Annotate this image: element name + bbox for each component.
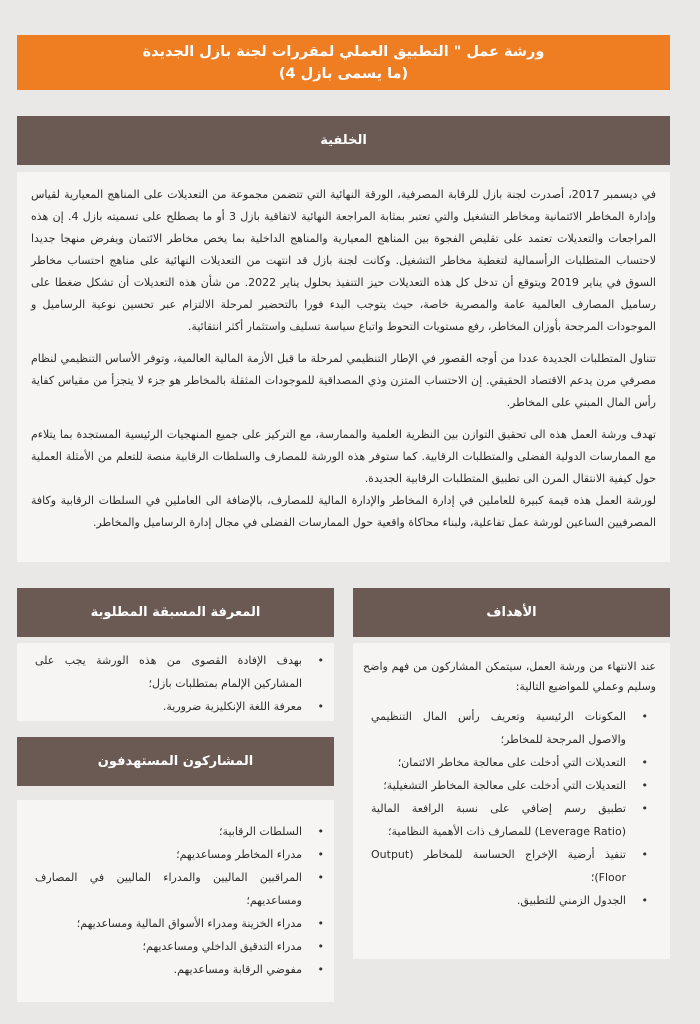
objectives-panel <box>353 643 670 959</box>
prerequisites-panel <box>17 643 334 721</box>
background-paragraph-3: تهدف ورشة العمل هذه الى تحقيق التوازن بين النظرية العلمية والممارسة، مع التركيز على جميع المنهجيات الرئيسية المستجدة بما يتلاءم مع الممارسات الدولية الفضلى والمتطلبات الرقابية. كما ستوفر هذه الورشة للمصارف والسلطات الرقابية منصة للتعلم من الأمثلة العملية حول كيفية الانتقال المرن الى تطبيق المتطلبات الرقابية الجديدة. <box>31 428 656 485</box>
background-paragraph-1: في ديسمبر 2017، أصدرت لجنة بازل للرقابة المصرفية، الورقة النهائية التي تتضمن مجموعة من التعديلات على المناهج المعيارية لقياس وإدارة المخاطر الائتمانية ومخاطر التشغيل والتي تعتبر بمثابة المراجعة النهائية لاتفاقية بازل 3 أو ما يصطلح على تسميته بازل 4. إن هذه المراجعات والتعديلات تعتمد على تقليص الفجوة بين المناهج المعيارية والمناهج الداخلية بما يخص مخاطر الائتمان ويفرض منهجا جديدا لاحتساب المتطلبات الرأسمالية لتغطية مخاطر التشغيل. وكانت لجنة بازل قد انتهت من التعديلات النهائية على مناهج احتساب مخاطر السوق في يناير 2019 ويتوقع أن تدخل كل هذه التعديلات حيز التنفيذ بحلول يناير 2022. من شأن هذه التعديلات أن تشكل ضغطا على رساميل المصارف العالمية عامة والمصرية خاصة، حيث يتوجب البدء فورا بالتحضير لمرحلة الالتزام عبر تحسين نوعية الرساميل و الموجودات المرجحة بأوزان المخاطر، رفع مستويات التحوط واتباع سياسة تسليف واستثمار أكثر انتقائية. <box>31 188 656 333</box>
prerequisites-list <box>27 649 328 718</box>
prerequisites-heading-bar <box>17 588 334 637</box>
objectives-heading: الأهداف <box>486 605 537 620</box>
prerequisites-heading: المعرفة المسبقة المطلوبة <box>90 605 261 620</box>
objective-item: • تنفيذ أرضية الإخراج الحساسة للمخاطر (Output Floor)؛ <box>371 843 626 889</box>
participants-heading: المشاركون المستهدفون <box>97 754 254 769</box>
workshop-title-line2: (ما يسمى بازل 4) <box>278 66 409 82</box>
prerequisite-item: • معرفة اللغة الإنكليزية ضرورية. <box>35 695 302 718</box>
objectives-intro: عند الانتهاء من ورشة العمل، سيتمكن المشاركون من فهم واضح وسليم وعملي للمواضيع التالية: <box>363 660 656 693</box>
participants-list <box>27 820 328 981</box>
objective-item: • التعديلات التي أدخلت على معالجة مخاطر الائتمان؛ <box>371 751 626 774</box>
participants-panel <box>17 800 334 1002</box>
participant-item: • مدراء التدقيق الداخلي ومساعديهم؛ <box>35 935 302 958</box>
objective-item: • التعديلات التي أدخلت على معالجة المخاطر التشغيلية؛ <box>371 774 626 797</box>
objective-item: • تطبيق رسم إضافي على نسبة الرافعة المالية (Leverage Ratio) للمصارف ذات الأهمية النظامية؛ <box>371 797 626 843</box>
objective-item: • المكونات الرئيسية وتعريف رأس المال التنظيمي والاصول المرجحة للمخاطر؛ <box>371 705 626 751</box>
background-paragraph-2: تتناول المتطلبات الجديدة عددا من أوجه القصور في الإطار التنظيمي لمرحلة ما قبل الأزمة المالية العالمية، وتوفر الأساس التنظيمي لنظام مصرفي مرن يدعم الاقتصاد الحقيقي. إن الاحتساب المتزن وذي المصداقية للموجودات المثقلة بالمخاطر هو جزء لا يتجزأ من مقياس كفاية رأس المال المبني على المخاطر. <box>31 352 656 409</box>
objectives-list <box>363 705 656 912</box>
participant-item: • السلطات الرقابية؛ <box>35 820 302 843</box>
participant-item: • المراقبين الماليين والمدراء الماليين في المصارف ومساعديهم؛ <box>35 866 302 912</box>
prerequisite-item: • بهدف الإفادة القصوى من هذه الورشة يجب على المشاركين الإلمام بمتطلبات بازل؛ <box>35 649 302 695</box>
participant-item: • مفوضي الرقابة ومساعديهم. <box>35 958 302 981</box>
participant-item: • مدراء الخزينة ومدراء الأسواق المالية ومساعديهم؛ <box>35 912 302 935</box>
workshop-title-line1: ورشة عمل " التطبيق العملي لمقررات لجنة بازل الجديدة <box>142 44 545 60</box>
background-heading: الخلفية <box>320 133 367 148</box>
objectives-heading-bar <box>353 588 670 637</box>
participants-heading-bar <box>17 737 334 786</box>
background-panel <box>17 172 670 562</box>
workshop-title-banner <box>17 35 670 90</box>
participant-item: • مدراء المخاطر ومساعديهم؛ <box>35 843 302 866</box>
objective-item: • الجدول الزمني للتطبيق. <box>371 889 626 912</box>
background-heading-bar <box>17 116 670 165</box>
background-paragraph-4: لورشة العمل هذه قيمة كبيرة للعاملين في إدارة المخاطر والإدارة المالية للمصارف، بالإضافة الى العاملين في السلطات الرقابية وكافة المصرفيين الساعين لورشة عمل تفاعلية، ولبناء محاكاة واقعية حول الممارسات الفضلى في مجال إدارة الرساميل والمخاطر. <box>31 494 656 529</box>
